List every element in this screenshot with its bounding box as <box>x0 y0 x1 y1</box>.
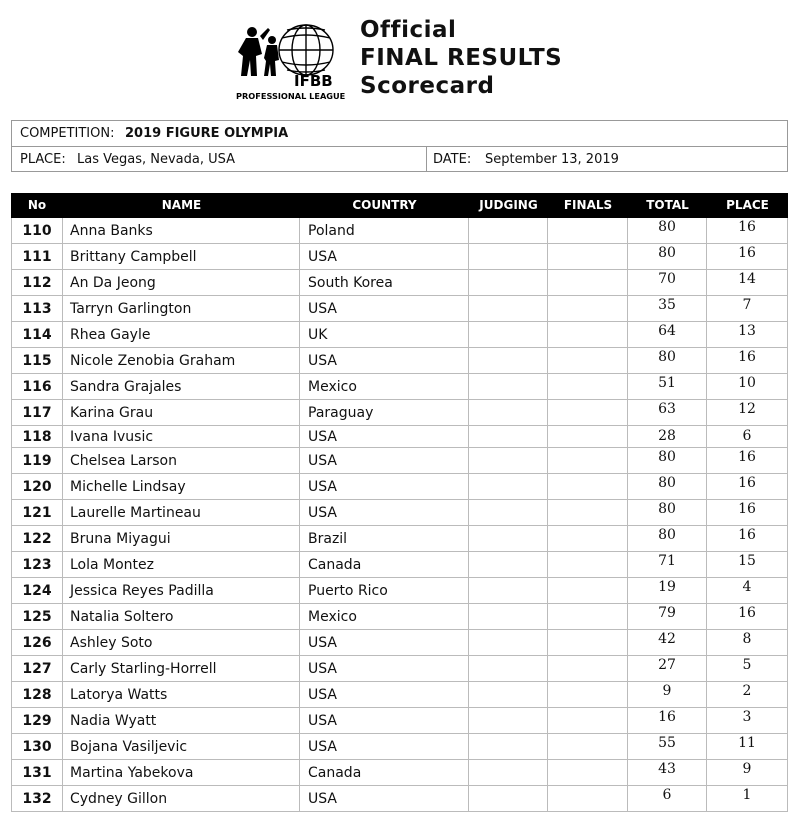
cell-no: 112 <box>11 270 63 295</box>
table-row <box>11 400 788 426</box>
cell-judging <box>469 322 548 347</box>
col-name: NAME <box>161 198 202 212</box>
table-row <box>11 656 788 682</box>
cell-judging <box>469 526 548 551</box>
ifbb-logo-subtext: PROFESSIONAL LEAGUE <box>236 91 346 101</box>
cell-finals <box>548 604 628 629</box>
cell-country: USA <box>300 682 469 707</box>
cell-place: 14 <box>707 270 788 295</box>
cell-name: Natalia Soltero <box>63 604 300 629</box>
table-row <box>11 374 788 400</box>
table-row <box>11 500 788 526</box>
table-body <box>11 218 788 812</box>
table-row <box>11 734 788 760</box>
cell-total: 51 <box>628 374 707 399</box>
table-row <box>11 760 788 786</box>
cell-finals <box>548 448 628 473</box>
cell-place: 16 <box>707 604 788 629</box>
col-country: COUNTRY <box>352 198 417 212</box>
cell-place: 16 <box>707 348 788 373</box>
cell-name: Anna Banks <box>63 218 300 243</box>
table-row <box>11 448 788 474</box>
competition-label: COMPETITION: <box>20 126 115 141</box>
cell-name: Nicole Zenobia Graham <box>63 348 300 373</box>
cell-country: USA <box>300 474 469 499</box>
cell-total: 55 <box>628 734 707 759</box>
cell-no: 119 <box>11 448 63 473</box>
cell-country: USA <box>300 656 469 681</box>
cell-country: Mexico <box>300 374 469 399</box>
cell-name: Jessica Reyes Padilla <box>63 578 300 603</box>
cell-judging <box>469 552 548 577</box>
cell-finals <box>548 734 628 759</box>
cell-judging <box>469 474 548 499</box>
cell-country: USA <box>300 500 469 525</box>
cell-total: 43 <box>628 760 707 785</box>
cell-total: 42 <box>628 630 707 655</box>
cell-place: 4 <box>707 578 788 603</box>
cell-judging <box>469 244 548 269</box>
cell-country: Mexico <box>300 604 469 629</box>
ifbb-logo-text: IFBB <box>294 72 333 90</box>
cell-name: Bruna Miyagui <box>63 526 300 551</box>
cell-country: USA <box>300 448 469 473</box>
competition-row <box>12 121 787 147</box>
cell-name: Chelsea Larson <box>63 448 300 473</box>
col-place: PLACE <box>726 198 769 212</box>
cell-no: 130 <box>11 734 63 759</box>
cell-country: USA <box>300 734 469 759</box>
cell-no: 123 <box>11 552 63 577</box>
competition-info-box <box>11 120 788 172</box>
cell-no: 117 <box>11 400 63 425</box>
title-line-3: Scorecard <box>360 73 495 99</box>
cell-finals <box>548 244 628 269</box>
cell-no: 132 <box>11 786 63 811</box>
cell-judging <box>469 270 548 295</box>
cell-name: Rhea Gayle <box>63 322 300 347</box>
cell-judging <box>469 218 548 243</box>
cell-name: Nadia Wyatt <box>63 708 300 733</box>
cell-place: 2 <box>707 682 788 707</box>
cell-total: 80 <box>628 218 707 243</box>
cell-finals <box>548 552 628 577</box>
cell-name: Tarryn Garlington <box>63 296 300 321</box>
cell-judging <box>469 400 548 425</box>
cell-finals <box>548 656 628 681</box>
cell-no: 127 <box>11 656 63 681</box>
cell-place: 3 <box>707 708 788 733</box>
cell-no: 122 <box>11 526 63 551</box>
cell-finals <box>548 474 628 499</box>
table-row <box>11 708 788 734</box>
cell-name: An Da Jeong <box>63 270 300 295</box>
cell-place: 16 <box>707 448 788 473</box>
cell-judging <box>469 760 548 785</box>
cell-name: Lola Montez <box>63 552 300 577</box>
cell-country: USA <box>300 786 469 811</box>
table-row <box>11 682 788 708</box>
cell-country: Poland <box>300 218 469 243</box>
cell-finals <box>548 400 628 425</box>
cell-place: 5 <box>707 656 788 681</box>
cell-name: Ivana Ivusic <box>63 426 300 447</box>
cell-no: 118 <box>11 426 63 447</box>
cell-total: 80 <box>628 500 707 525</box>
cell-no: 120 <box>11 474 63 499</box>
cell-no: 111 <box>11 244 63 269</box>
cell-name: Carly Starling-Horrell <box>63 656 300 681</box>
cell-country: Canada <box>300 552 469 577</box>
table-header <box>11 193 788 218</box>
table-row <box>11 526 788 552</box>
cell-judging <box>469 448 548 473</box>
cell-name: Brittany Campbell <box>63 244 300 269</box>
cell-place: 13 <box>707 322 788 347</box>
table-row <box>11 630 788 656</box>
cell-name: Martina Yabekova <box>63 760 300 785</box>
cell-finals <box>548 526 628 551</box>
cell-place: 16 <box>707 500 788 525</box>
cell-country: Paraguay <box>300 400 469 425</box>
cell-place: 16 <box>707 244 788 269</box>
table-row <box>11 270 788 296</box>
cell-no: 128 <box>11 682 63 707</box>
cell-total: 70 <box>628 270 707 295</box>
table-row <box>11 786 788 812</box>
place-value: Las Vegas, Nevada, USA <box>77 152 236 167</box>
cell-no: 116 <box>11 374 63 399</box>
place-date-row <box>12 147 787 172</box>
cell-place: 7 <box>707 296 788 321</box>
cell-name: Bojana Vasiljevic <box>63 734 300 759</box>
cell-name: Cydney Gillon <box>63 786 300 811</box>
table-row <box>11 426 788 448</box>
cell-no: 129 <box>11 708 63 733</box>
cell-finals <box>548 296 628 321</box>
cell-no: 115 <box>11 348 63 373</box>
cell-judging <box>469 734 548 759</box>
cell-finals <box>548 218 628 243</box>
cell-total: 80 <box>628 348 707 373</box>
cell-place: 8 <box>707 630 788 655</box>
ifbb-logo <box>232 20 350 102</box>
cell-country: South Korea <box>300 270 469 295</box>
cell-no: 125 <box>11 604 63 629</box>
cell-no: 110 <box>11 218 63 243</box>
cell-country: USA <box>300 348 469 373</box>
cell-total: 64 <box>628 322 707 347</box>
cell-judging <box>469 348 548 373</box>
cell-no: 124 <box>11 578 63 603</box>
cell-country: USA <box>300 244 469 269</box>
table-row <box>11 296 788 322</box>
cell-judging <box>469 500 548 525</box>
cell-total: 27 <box>628 656 707 681</box>
cell-judging <box>469 578 548 603</box>
cell-finals <box>548 500 628 525</box>
cell-place: 6 <box>707 426 788 447</box>
cell-total: 28 <box>628 426 707 447</box>
cell-total: 35 <box>628 296 707 321</box>
cell-total: 80 <box>628 244 707 269</box>
cell-finals <box>548 270 628 295</box>
cell-place: 9 <box>707 760 788 785</box>
cell-total: 80 <box>628 448 707 473</box>
cell-finals <box>548 786 628 811</box>
cell-place: 10 <box>707 374 788 399</box>
date-value: September 13, 2019 <box>485 152 619 167</box>
cell-finals <box>548 708 628 733</box>
cell-judging <box>469 786 548 811</box>
cell-no: 113 <box>11 296 63 321</box>
date-label: DATE: <box>433 152 472 167</box>
scorecard-header <box>0 0 800 112</box>
cell-finals <box>548 426 628 447</box>
cell-judging <box>469 682 548 707</box>
cell-place: 12 <box>707 400 788 425</box>
cell-judging <box>469 604 548 629</box>
col-no: No <box>27 198 47 212</box>
cell-country: Canada <box>300 760 469 785</box>
cell-judging <box>469 708 548 733</box>
cell-country: USA <box>300 296 469 321</box>
cell-name: Ashley Soto <box>63 630 300 655</box>
cell-place: 16 <box>707 474 788 499</box>
cell-finals <box>548 630 628 655</box>
cell-finals <box>548 578 628 603</box>
cell-name: Sandra Grajales <box>63 374 300 399</box>
cell-country: Brazil <box>300 526 469 551</box>
cell-no: 126 <box>11 630 63 655</box>
title-line-1: Official <box>360 17 457 43</box>
cell-country: Puerto Rico <box>300 578 469 603</box>
cell-country: USA <box>300 708 469 733</box>
table-row <box>11 578 788 604</box>
cell-place: 16 <box>707 526 788 551</box>
cell-no: 121 <box>11 500 63 525</box>
cell-total: 16 <box>628 708 707 733</box>
col-total: TOTAL <box>646 198 689 212</box>
cell-place: 1 <box>707 786 788 811</box>
cell-total: 71 <box>628 552 707 577</box>
table-row <box>11 244 788 270</box>
scorecard-title <box>360 16 562 100</box>
table-row <box>11 348 788 374</box>
cell-judging <box>469 656 548 681</box>
place-label: PLACE: <box>20 152 66 167</box>
cell-total: 19 <box>628 578 707 603</box>
cell-country: UK <box>300 322 469 347</box>
competition-value: 2019 FIGURE OLYMPIA <box>125 126 289 141</box>
cell-name: Latorya Watts <box>63 682 300 707</box>
cell-total: 80 <box>628 526 707 551</box>
cell-finals <box>548 760 628 785</box>
cell-judging <box>469 296 548 321</box>
cell-no: 131 <box>11 760 63 785</box>
cell-judging <box>469 426 548 447</box>
cell-country: USA <box>300 426 469 447</box>
cell-total: 9 <box>628 682 707 707</box>
cell-finals <box>548 348 628 373</box>
cell-finals <box>548 322 628 347</box>
cell-finals <box>548 682 628 707</box>
col-judging: JUDGING <box>479 198 538 212</box>
cell-country: USA <box>300 630 469 655</box>
title-line-2: FINAL RESULTS <box>360 45 563 71</box>
cell-total: 63 <box>628 400 707 425</box>
table-row <box>11 322 788 348</box>
cell-finals <box>548 374 628 399</box>
cell-name: Michelle Lindsay <box>63 474 300 499</box>
cell-name: Karina Grau <box>63 400 300 425</box>
cell-place: 15 <box>707 552 788 577</box>
results-table <box>11 193 788 812</box>
cell-total: 6 <box>628 786 707 811</box>
cell-total: 80 <box>628 474 707 499</box>
table-row <box>11 218 788 244</box>
cell-no: 114 <box>11 322 63 347</box>
cell-judging <box>469 630 548 655</box>
cell-place: 16 <box>707 218 788 243</box>
col-finals: FINALS <box>563 198 613 212</box>
table-row <box>11 474 788 500</box>
info-divider <box>426 147 427 172</box>
cell-judging <box>469 374 548 399</box>
cell-total: 79 <box>628 604 707 629</box>
cell-place: 11 <box>707 734 788 759</box>
table-row <box>11 552 788 578</box>
cell-name: Laurelle Martineau <box>63 500 300 525</box>
table-row <box>11 604 788 630</box>
